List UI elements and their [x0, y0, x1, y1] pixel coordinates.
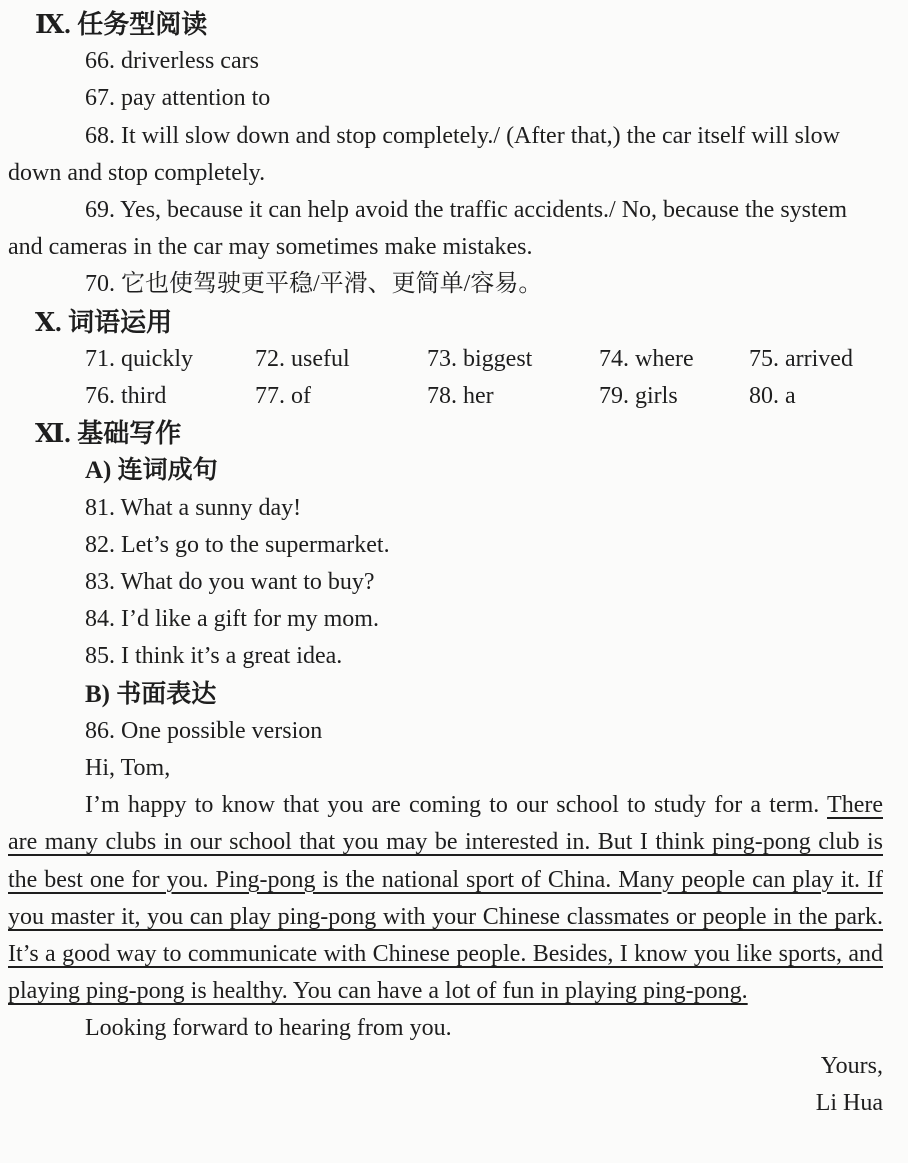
letter-body-plain: I’m happy to know that you are coming to our school to study for a term. [85, 792, 828, 819]
answer-item-81: 81. What a sunny day! [85, 494, 302, 521]
answer-item-84: 84. I’d like a gift for my mom. [85, 606, 379, 633]
letter-signature: Li Hua [815, 1089, 883, 1116]
letter-body [8, 787, 883, 1010]
letter-greeting: Hi, Tom, [85, 755, 171, 782]
answer-item-70: 70. 它也使驾驶更平稳/平滑、更简单/容易。 [85, 271, 543, 298]
section-basic-writing [8, 415, 883, 1122]
answer-item-77: 77. of [255, 383, 311, 410]
answer-item-66: 66. driverless cars [85, 48, 259, 75]
section-task-reading [8, 6, 883, 304]
word-use-row-1 [85, 341, 883, 378]
answer-item-74: 74. where [599, 345, 694, 372]
answer-item-71: 71. quickly [85, 345, 193, 372]
answer-item-68: 68. It will slow down and stop completely./ (After that,) the car itself will slow down and stop completely. [8, 122, 840, 186]
letter-body-underlined: There are many clubs in our school that you may be interested in. But I think ping-pong club is the best one for you. Ping-pong is the national sport of China. Many people can play it. If you master it, you can play ping-pong with your Chinese classmates or people in the park. It’s a good way to communicate with Chinese people. Besides, I know you like sports, and playing ping-pong is healthy. You can have a lot of fun in playing ping-pong. [8, 792, 883, 1005]
answer-item-86-label: 86. One possible version [85, 717, 323, 744]
answer-item-85: 85. I think it’s a great idea. [85, 643, 343, 670]
answer-item-82: 82. Let’s go to the supermarket. [85, 531, 390, 558]
answer-item-75: 75. arrived [749, 345, 853, 372]
letter-signoff: Yours, [820, 1052, 883, 1079]
section-title-word-use: Ⅹ. 词语运用 [35, 307, 173, 337]
answer-item-67: 67. pay attention to [85, 85, 271, 112]
section-title-basic-writing: Ⅺ. 基础写作 [35, 419, 182, 449]
answer-item-83: 83. What do you want to buy? [85, 569, 375, 596]
letter-signoff-block [8, 1048, 883, 1122]
answer-item-73: 73. biggest [427, 345, 533, 372]
answer-item-72: 72. useful [255, 345, 350, 372]
answer-item-80: 80. a [749, 383, 796, 410]
answer-item-76: 76. third [85, 383, 167, 410]
section-word-use [8, 304, 883, 416]
section-title-task-reading: Ⅸ. 任务型阅读 [35, 10, 208, 39]
answer-item-79: 79. girls [599, 383, 678, 410]
answer-item-78: 78. her [427, 383, 494, 410]
letter-closing-line: Looking forward to hearing from you. [85, 1015, 452, 1042]
subsection-title-written-expression: B) 书面表达 [85, 680, 217, 708]
subsection-title-sentence-building: A) 连词成句 [85, 457, 218, 485]
word-use-row-2 [85, 378, 883, 415]
answer-item-69: 69. Yes, because it can help avoid the traffic accidents./ No, because the system and cameras in the car may sometimes make mistakes. [8, 197, 847, 261]
